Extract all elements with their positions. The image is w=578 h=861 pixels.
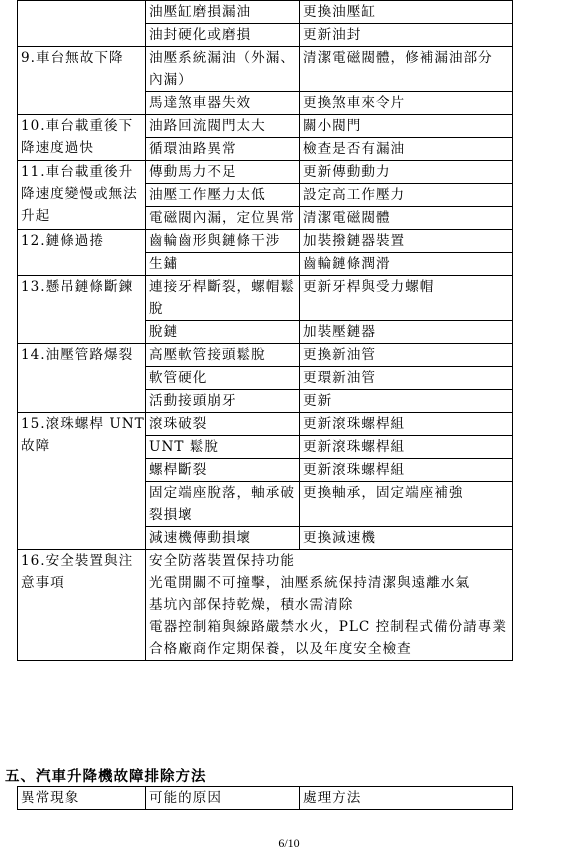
method-cell: 更換新油管: [300, 344, 513, 367]
cause-cell: 傳動馬力不足: [146, 161, 300, 184]
method-cell: 清潔電磁閥體，修補漏油部分: [300, 47, 513, 92]
method-cell: 更新傳動動力: [300, 161, 513, 184]
method-cell: 更環新油管: [300, 367, 513, 390]
cause-cell: 連接牙桿斷裂，螺帽鬆脫: [146, 276, 300, 321]
method-cell: 更換油壓缸: [300, 1, 513, 24]
cause-cell: UNT 鬆脫: [146, 436, 300, 459]
fault-cell: 13.懸吊鏈條斷鍊: [18, 276, 146, 344]
method-cell: 更換軸承，固定端座補強: [300, 482, 513, 527]
header-row: [18, 787, 513, 810]
table-row: [18, 276, 513, 321]
cause-cell: 高壓軟管接頭鬆脫: [146, 344, 300, 367]
cause-cell: 生鏽: [146, 253, 300, 276]
safety-note: 電器控制箱與線路嚴禁水火，PLC 控制程式備份請專業合格廠商作定期保養，以及年度安全檢查: [149, 619, 507, 657]
table-row: [18, 413, 513, 436]
cause-cell: 油壓工作壓力太低: [146, 184, 300, 207]
method-cell: 更新: [300, 390, 513, 413]
safety-note: 基坑內部保持乾燥，積水需清除: [149, 597, 354, 613]
method-cell: 更新滾珠螺桿組: [300, 459, 513, 482]
cause-cell: 減速機傳動損壞: [146, 527, 300, 550]
method-cell: 檢查是否有漏油: [300, 138, 513, 161]
fault-cell: 9.車台無故下降: [18, 47, 146, 115]
method-cell: 更換煞車來令片: [300, 92, 513, 115]
table-row: [18, 115, 513, 138]
method-cell: 設定高工作壓力: [300, 184, 513, 207]
cause-cell: 循環油路異常: [146, 138, 300, 161]
method-cell: 加裝壓鏈器: [300, 321, 513, 344]
method-cell: 關小閥門: [300, 115, 513, 138]
table-row: [18, 47, 513, 92]
method-cell: 更新牙桿與受力螺帽: [300, 276, 513, 321]
page-number: 6/10: [278, 836, 300, 850]
cause-cell: 齒輪齒形與鏈條干涉: [146, 230, 300, 253]
header-method: 處理方法: [300, 787, 513, 810]
fault-cell: 12.鏈條過捲: [18, 230, 146, 276]
method-cell: 更新滾珠螺桿組: [300, 413, 513, 436]
cause-cell: 固定端座脫落，軸承破裂損壞: [146, 482, 300, 527]
cause-cell: 油路回流閥門太大: [146, 115, 300, 138]
method-cell: 更新滾珠螺桿組: [300, 436, 513, 459]
table-row: [18, 161, 513, 184]
method-cell: 加裝撥鏈器裝置: [300, 230, 513, 253]
table-row: [18, 344, 513, 367]
safety-note: 光電開關不可撞擊，油壓系統保持清潔與遠離水氣: [149, 575, 471, 591]
header-cause: 可能的原因: [146, 787, 300, 810]
header-fault: 異常現象: [18, 787, 146, 810]
safety-row: [18, 550, 513, 661]
cause-cell: 脫鏈: [146, 321, 300, 344]
cause-cell: 滾珠破裂: [146, 413, 300, 436]
table-header: [17, 786, 513, 810]
cause-cell: 軟管硬化: [146, 367, 300, 390]
method-cell: 齒輪鏈條潤滑: [300, 253, 513, 276]
method-cell: 更新油封: [300, 24, 513, 47]
method-cell: 清潔電磁閥體: [300, 207, 513, 230]
cause-cell: 螺桿斷裂: [146, 459, 300, 482]
cause-cell: 油壓缸磨損漏油: [146, 1, 300, 24]
fault-cell: 10.車台載重後下降速度過快: [18, 115, 146, 161]
fault-cell: 15.滾珠螺桿 UNT 故障: [18, 413, 146, 550]
safety-note: 安全防落裝置保持功能: [149, 553, 295, 569]
fault-cell: 14.油壓管路爆裂: [18, 344, 146, 413]
method-cell: 更換減速機: [300, 527, 513, 550]
troubleshooting-table: [17, 0, 513, 661]
table-row: [18, 1, 513, 24]
cause-cell: 電磁閥內漏，定位異常: [146, 207, 300, 230]
cause-cell: 油封硬化或磨損: [146, 24, 300, 47]
cause-cell: 油壓系統漏油（外漏、內漏）: [146, 47, 300, 92]
cause-cell: 馬達煞車器失效: [146, 92, 300, 115]
table-row: [18, 230, 513, 253]
fault-cell: 16.安全裝置與注意事項: [18, 550, 146, 661]
section-title: 五、汽車升降機故障排除方法: [5, 768, 207, 785]
fault-cell: [18, 1, 146, 47]
cause-cell: 活動接頭崩牙: [146, 390, 300, 413]
safety-notes-cell: [146, 550, 513, 661]
fault-cell: 11.車台載重後升降速度變慢或無法升起: [18, 161, 146, 230]
